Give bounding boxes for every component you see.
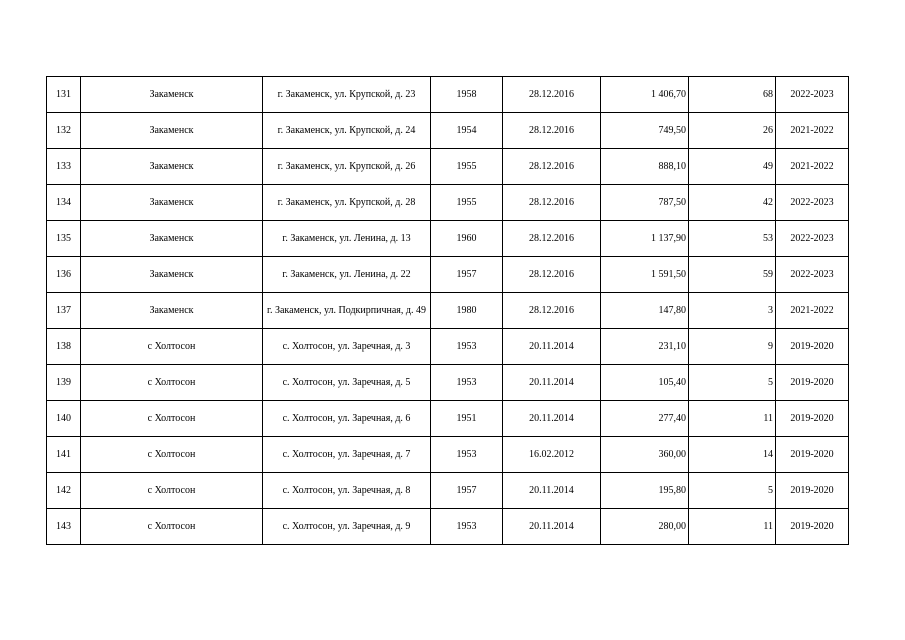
residents-count-cell: 42	[689, 185, 776, 221]
row-number-cell: 131	[47, 77, 81, 113]
area-cell: 749,50	[601, 113, 689, 149]
date-cell: 28.12.2016	[503, 293, 601, 329]
row-number-cell: 136	[47, 257, 81, 293]
area-cell: 888,10	[601, 149, 689, 185]
period-cell: 2019-2020	[776, 509, 849, 545]
residents-count-cell: 3	[689, 293, 776, 329]
address-cell: с. Холтосон, ул. Заречная, д. 3	[263, 329, 431, 365]
table-row	[47, 329, 849, 365]
date-cell: 20.11.2014	[503, 365, 601, 401]
residents-count-cell: 5	[689, 473, 776, 509]
table-row	[47, 113, 849, 149]
table-row	[47, 77, 849, 113]
year-built-cell: 1953	[431, 509, 503, 545]
residents-count-cell: 5	[689, 365, 776, 401]
date-cell: 20.11.2014	[503, 473, 601, 509]
year-built-cell: 1954	[431, 113, 503, 149]
table-row	[47, 221, 849, 257]
area-cell: 1 591,50	[601, 257, 689, 293]
residents-count-cell: 26	[689, 113, 776, 149]
settlement-cell: с Холтосон	[81, 473, 263, 509]
period-cell: 2021-2022	[776, 293, 849, 329]
row-number-cell: 135	[47, 221, 81, 257]
area-cell: 105,40	[601, 365, 689, 401]
residents-count-cell: 53	[689, 221, 776, 257]
period-cell: 2019-2020	[776, 365, 849, 401]
year-built-cell: 1955	[431, 149, 503, 185]
settlement-cell: с Холтосон	[81, 437, 263, 473]
area-cell: 360,00	[601, 437, 689, 473]
date-cell: 28.12.2016	[503, 113, 601, 149]
settlement-cell: с Холтосон	[81, 329, 263, 365]
residents-count-cell: 59	[689, 257, 776, 293]
area-cell: 195,80	[601, 473, 689, 509]
row-number-cell: 139	[47, 365, 81, 401]
date-cell: 20.11.2014	[503, 329, 601, 365]
period-cell: 2019-2020	[776, 401, 849, 437]
period-cell: 2019-2020	[776, 329, 849, 365]
row-number-cell: 132	[47, 113, 81, 149]
year-built-cell: 1980	[431, 293, 503, 329]
settlement-cell: с Холтосон	[81, 509, 263, 545]
table-row	[47, 437, 849, 473]
address-cell: г. Закаменск, ул. Ленина, д. 13	[263, 221, 431, 257]
address-cell: г. Закаменск, ул. Подкирпичная, д. 49	[263, 293, 431, 329]
table-row	[47, 257, 849, 293]
settlement-cell: Закаменск	[81, 185, 263, 221]
date-cell: 20.11.2014	[503, 401, 601, 437]
address-cell: с. Холтосон, ул. Заречная, д. 9	[263, 509, 431, 545]
table-row	[47, 509, 849, 545]
period-cell: 2019-2020	[776, 437, 849, 473]
area-cell: 787,50	[601, 185, 689, 221]
year-built-cell: 1951	[431, 401, 503, 437]
area-cell: 147,80	[601, 293, 689, 329]
address-cell: г. Закаменск, ул. Крупской, д. 24	[263, 113, 431, 149]
period-cell: 2022-2023	[776, 221, 849, 257]
address-cell: г. Закаменск, ул. Ленина, д. 22	[263, 257, 431, 293]
date-cell: 20.11.2014	[503, 509, 601, 545]
period-cell: 2022-2023	[776, 77, 849, 113]
row-number-cell: 138	[47, 329, 81, 365]
address-cell: г. Закаменск, ул. Крупской, д. 26	[263, 149, 431, 185]
row-number-cell: 133	[47, 149, 81, 185]
settlement-cell: Закаменск	[81, 221, 263, 257]
year-built-cell: 1953	[431, 437, 503, 473]
period-cell: 2021-2022	[776, 113, 849, 149]
row-number-cell: 137	[47, 293, 81, 329]
period-cell: 2021-2022	[776, 149, 849, 185]
area-cell: 231,10	[601, 329, 689, 365]
row-number-cell: 143	[47, 509, 81, 545]
settlement-cell: Закаменск	[81, 113, 263, 149]
date-cell: 28.12.2016	[503, 257, 601, 293]
year-built-cell: 1957	[431, 257, 503, 293]
year-built-cell: 1953	[431, 365, 503, 401]
residents-count-cell: 68	[689, 77, 776, 113]
address-cell: с. Холтосон, ул. Заречная, д. 8	[263, 473, 431, 509]
year-built-cell: 1960	[431, 221, 503, 257]
residents-count-cell: 9	[689, 329, 776, 365]
settlement-cell: Закаменск	[81, 293, 263, 329]
table-row	[47, 293, 849, 329]
period-cell: 2022-2023	[776, 257, 849, 293]
date-cell: 28.12.2016	[503, 221, 601, 257]
settlement-cell: Закаменск	[81, 257, 263, 293]
row-number-cell: 141	[47, 437, 81, 473]
residents-count-cell: 11	[689, 509, 776, 545]
area-cell: 277,40	[601, 401, 689, 437]
period-cell: 2019-2020	[776, 473, 849, 509]
housing-table	[46, 76, 849, 545]
area-cell: 280,00	[601, 509, 689, 545]
area-cell: 1 137,90	[601, 221, 689, 257]
settlement-cell: Закаменск	[81, 77, 263, 113]
residents-count-cell: 14	[689, 437, 776, 473]
date-cell: 16.02.2012	[503, 437, 601, 473]
table-row	[47, 473, 849, 509]
area-cell: 1 406,70	[601, 77, 689, 113]
settlement-cell: с Холтосон	[81, 365, 263, 401]
table-body	[47, 77, 849, 545]
residents-count-cell: 49	[689, 149, 776, 185]
year-built-cell: 1957	[431, 473, 503, 509]
period-cell: 2022-2023	[776, 185, 849, 221]
table-row	[47, 401, 849, 437]
address-cell: г. Закаменск, ул. Крупской, д. 28	[263, 185, 431, 221]
address-cell: с. Холтосон, ул. Заречная, д. 7	[263, 437, 431, 473]
year-built-cell: 1958	[431, 77, 503, 113]
residents-count-cell: 11	[689, 401, 776, 437]
table-row	[47, 149, 849, 185]
row-number-cell: 142	[47, 473, 81, 509]
date-cell: 28.12.2016	[503, 185, 601, 221]
year-built-cell: 1955	[431, 185, 503, 221]
settlement-cell: Закаменск	[81, 149, 263, 185]
table-row	[47, 365, 849, 401]
table-row	[47, 185, 849, 221]
row-number-cell: 134	[47, 185, 81, 221]
row-number-cell: 140	[47, 401, 81, 437]
date-cell: 28.12.2016	[503, 77, 601, 113]
settlement-cell: с Холтосон	[81, 401, 263, 437]
address-cell: с. Холтосон, ул. Заречная, д. 5	[263, 365, 431, 401]
date-cell: 28.12.2016	[503, 149, 601, 185]
address-cell: г. Закаменск, ул. Крупской, д. 23	[263, 77, 431, 113]
year-built-cell: 1953	[431, 329, 503, 365]
address-cell: с. Холтосон, ул. Заречная, д. 6	[263, 401, 431, 437]
